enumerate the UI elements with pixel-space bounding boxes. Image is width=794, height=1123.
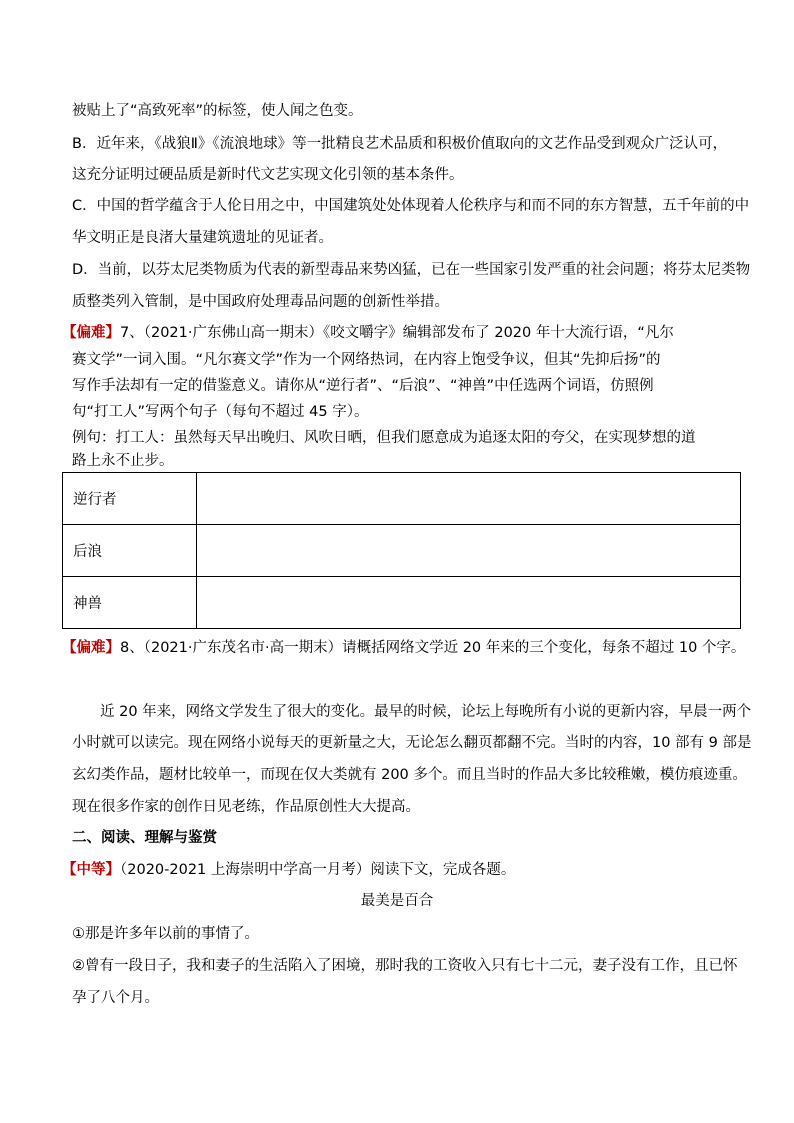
article-title: 最美是百合 [360,893,434,909]
option-c-line-2: 华文明正是良渚大量建筑遗址的见证者。 [72,230,333,246]
option-d-line-1: D．当前，以芬太尼类物质为代表的新型毒品来势凶猛，已在一些国家引发严重的社会问题；将芬太尼类物 [72,262,751,278]
table-row [63,473,741,525]
paragraph-2-line-1: ②曾有一段日子，我和妻子的生活陷入了困境，那时我的工资收入只有七十二元，妻子没有工作，且已怀 [72,958,738,974]
question-7-line-2: 赛文学”一词入围。“凡尔赛文学”作为一个网络热词，在内容上饱受争议，但其“先抑后扬”的 [72,352,661,368]
difficulty-tag: 【中等】 [62,862,120,878]
passage-line-2: 小时就可以读完。现在网络小说每天的更新量之大，无论怎么翻页都翻不完。当时的内容，10 部有 9 部是 [72,735,752,751]
paragraph-1: ①那是许多年以前的事情了。 [72,926,259,942]
answer-cell[interactable] [197,525,741,577]
reading-intro-text: （2020-2021 上海崇明中学高一月考）阅读下文，完成各题。 [120,862,516,878]
reading-intro [62,860,515,880]
paragraph-2-line-2: 孕了八个月。 [72,990,159,1006]
option-b-line-1: B．近年来，《战狼Ⅱ》《流浪地球》等一批精良艺术品质和积极价值取向的文艺作品受到观众广泛认可， [72,136,728,152]
difficulty-tag: 【偏难】 [62,640,120,656]
row-label: 神兽 [63,577,197,629]
section-heading: 二、阅读、理解与鉴赏 [72,830,217,846]
row-label: 逆行者 [63,473,197,525]
table-row [63,525,741,577]
answer-cell[interactable] [197,473,741,525]
passage-line-4: 现在很多作家的创作日见老练，作品原创性大大提高。 [72,799,420,815]
option-d-line-2: 质整类列入管制，是中国政府处理毒品问题的创新性举措。 [72,294,449,310]
question-7-line-4: 句“打工人”写两个句子（每句不超过 45 字）。 [72,404,369,420]
question-8 [62,638,745,658]
example-line-2: 路上永不止步。 [72,453,174,469]
option-b-line-2: 这充分证明过硬品质是新时代文艺实现文化引领的基本条件。 [72,167,464,183]
answer-cell[interactable] [197,577,741,629]
example-line-1: 例句：打工人：虽然每天早出晚归、风吹日晒，但我们愿意成为追逐太阳的夸父，在实现梦想的道 [72,430,696,446]
table-row [63,577,741,629]
question-7-line-1 [62,323,674,343]
option-a-continuation: 被贴上了“高致死率”的标签，使人闻之色变。 [72,103,363,119]
difficulty-tag: 【偏难】 [62,325,120,341]
row-label: 后浪 [63,525,197,577]
question-7-text: 7、（2021·广东佛山高一期末）《咬文嚼字》编辑部发布了 2020 年十大流行语，“凡尔 [120,325,674,341]
passage-line-1: 近 20 年来，网络文学发生了很大的变化。最早的时候，论坛上每晚所有小说的更新内容，早晨一两个 [100,704,752,720]
question-7-line-3: 写作手法却有一定的借鉴意义。请你从“逆行者”、“后浪”、“神兽”中任选两个词语，仿照例 [72,378,654,394]
question-8-text: 8、（2021·广东茂名市·高一期末）请概括网络文学近 20 年来的三个变化，每条不超过 10 个字。 [120,640,746,656]
passage-line-3: 玄幻类作品，题材比较单一，而现在仅大类就有 200 多个。而且当时的作品大多比较稚嫩，模仿痕迹重。 [72,767,747,783]
answer-table [62,472,741,629]
option-c-line-1: C．中国的哲学蕴含于人伦日用之中，中国建筑处处体现着人伦秩序与和而不同的东方智慧，五千年前的中 [72,198,750,214]
